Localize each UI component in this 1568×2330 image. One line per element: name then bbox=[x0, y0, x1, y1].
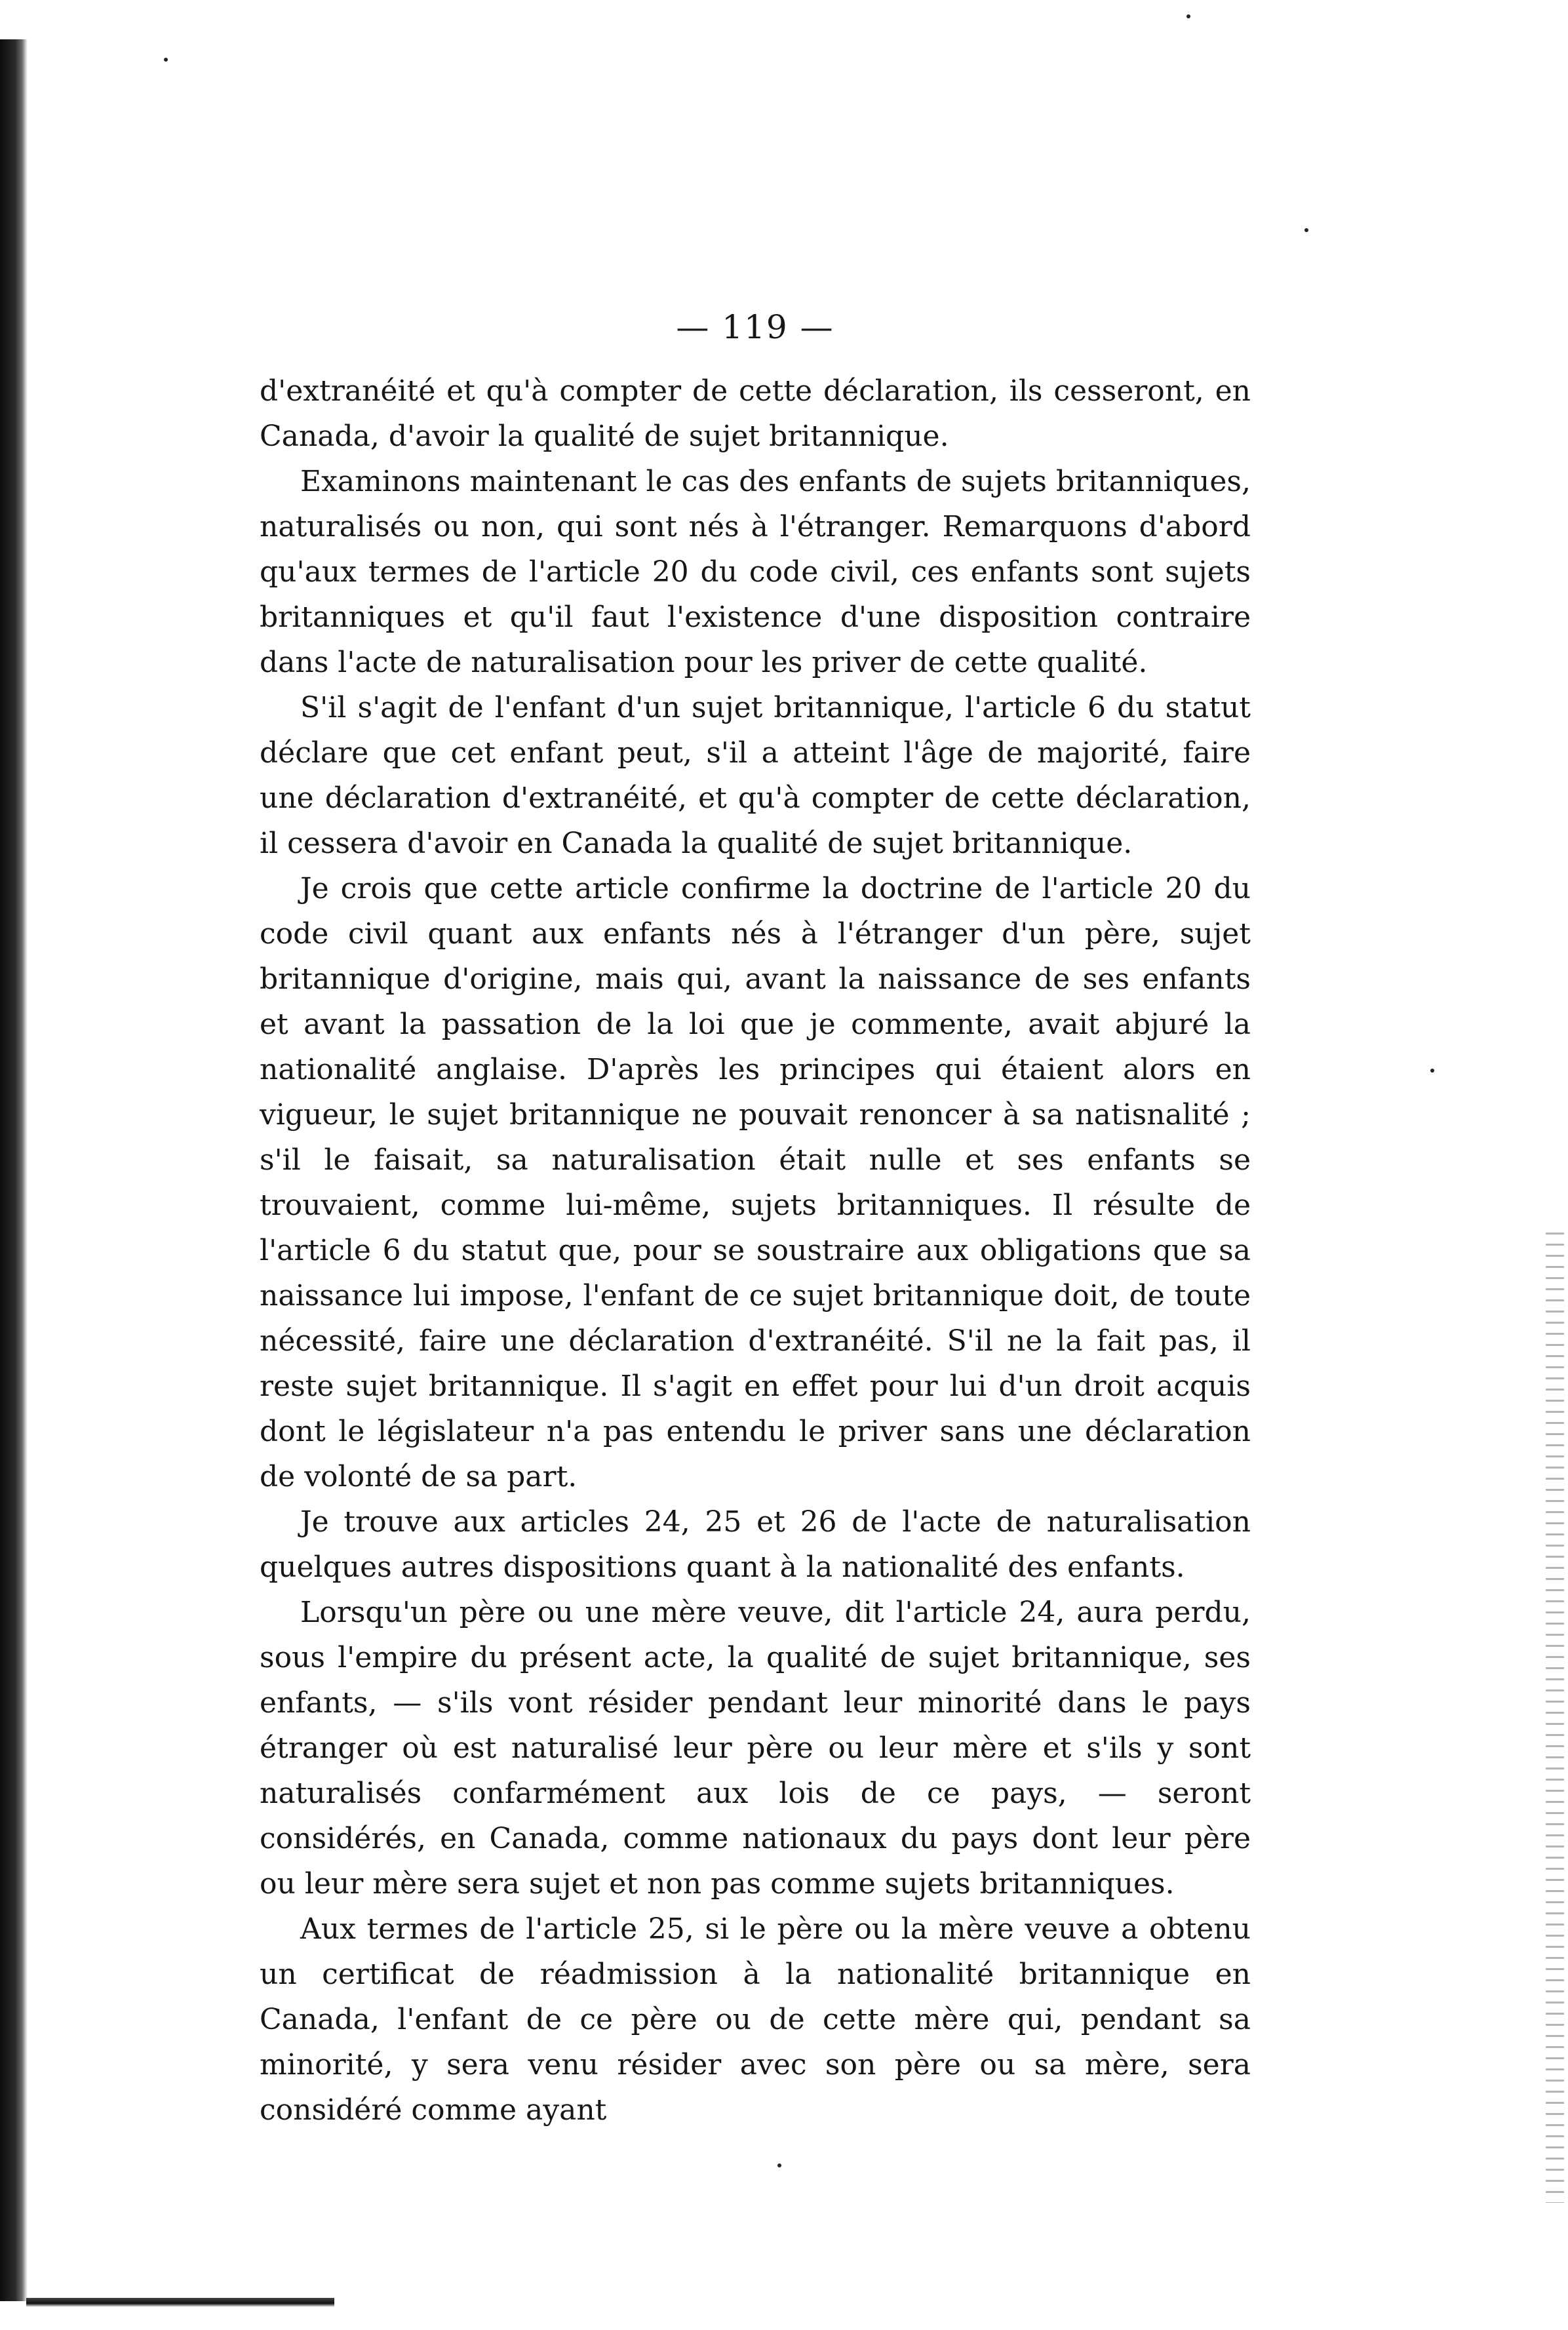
paragraph: Examinons maintenant le cas des enfants de sujets britanniques, naturalisés ou non, qui sont nés à l'étranger. Remarquons d'abord qu'aux termes de l'article 20 du code civil, ces enfants sont sujets britanniques et qu'il faut l'existence d'une disposition contraire dans l'acte de naturalisation pour les priver de cette qualité. bbox=[260, 465, 1251, 679]
scan-speck bbox=[1430, 1069, 1434, 1073]
paragraph: Lorsqu'un père ou une mère veuve, dit l'article 24, aura perdu, sous l'empire du présent acte, la qualité de sujet britannique, ses enfants, — s'ils vont résider pendant leur minorité dans le pays étranger où est naturalisé leur père ou leur mère et s'ils y sont naturalisés confarmément aux lois de ce pays, — seront considérés, en Canada, comme nationaux du pays dont leur père ou leur mère sera sujet et non pas comme sujets britanniques. bbox=[260, 1596, 1251, 1901]
scan-speck bbox=[1304, 228, 1308, 232]
scan-left-edge bbox=[0, 39, 28, 2301]
book-page bbox=[260, 308, 1251, 2133]
paragraph: Aux termes de l'article 25, si le père ou la mère veuve a obtenu un certificat de réadmission à la nationalité britannique en Canada, l'enfant de ce père ou de cette mère qui, pendant sa minorité, y sera venu résider avec son père ou sa mère, sera considéré comme ayant bbox=[260, 1912, 1251, 2127]
scan-bottom-edge bbox=[26, 2298, 334, 2307]
paragraph: Je crois que cette article confirme la doctrine de l'article 20 du code civil quant aux enfants nés à l'étranger d'un père, sujet britannique d'origine, mais qui, avant la naissance de ses enfants et avant la passation de la loi que je commente, avait abjuré la nationalité anglaise. D'après les principes qui étaient alors en vigueur, le sujet britannique ne pouvait renoncer à sa natisnalité ; s'il le faisait, sa naturalisation était nulle et ses enfants se trouvaient, comme lui-même, sujets britanniques. Il résulte de l'article 6 du statut que, pour se soustraire aux obligations que sa naissance lui impose, l'enfant de ce sujet britannique doit, de toute nécessité, faire une déclaration d'extranéité. S'il ne la fait pas, il reste sujet britannique. Il s'agit en effet pour lui d'un droit acquis dont le législateur n'a pas entendu le priver sans une déclaration de volonté de sa part. bbox=[260, 872, 1251, 1493]
scan-right-edge-noise bbox=[1546, 1233, 1564, 2203]
scan-speck bbox=[164, 58, 168, 62]
page-number: — 119 — bbox=[676, 308, 834, 346]
paragraph: d'extranéité et qu'à compter de cette déclaration, ils cesseront, en Canada, d'avoir la qualité de sujet britannique. bbox=[260, 374, 1251, 453]
scan-speck bbox=[777, 2163, 781, 2167]
page-body bbox=[260, 368, 1251, 2133]
scan-speck bbox=[1186, 14, 1190, 18]
paragraph: S'il s'agit de l'enfant d'un sujet britannique, l'article 6 du statut déclare que cet enfant peut, s'il a atteint l'âge de majorité, faire une déclaration d'extranéité, et qu'à compter de cette déclaration, il cessera d'avoir en Canada la qualité de sujet britannique. bbox=[260, 691, 1251, 860]
paragraph: Je trouve aux articles 24, 25 et 26 de l'acte de naturalisation quelques autres dispositions quant à la nationalité des enfants. bbox=[260, 1505, 1251, 1584]
